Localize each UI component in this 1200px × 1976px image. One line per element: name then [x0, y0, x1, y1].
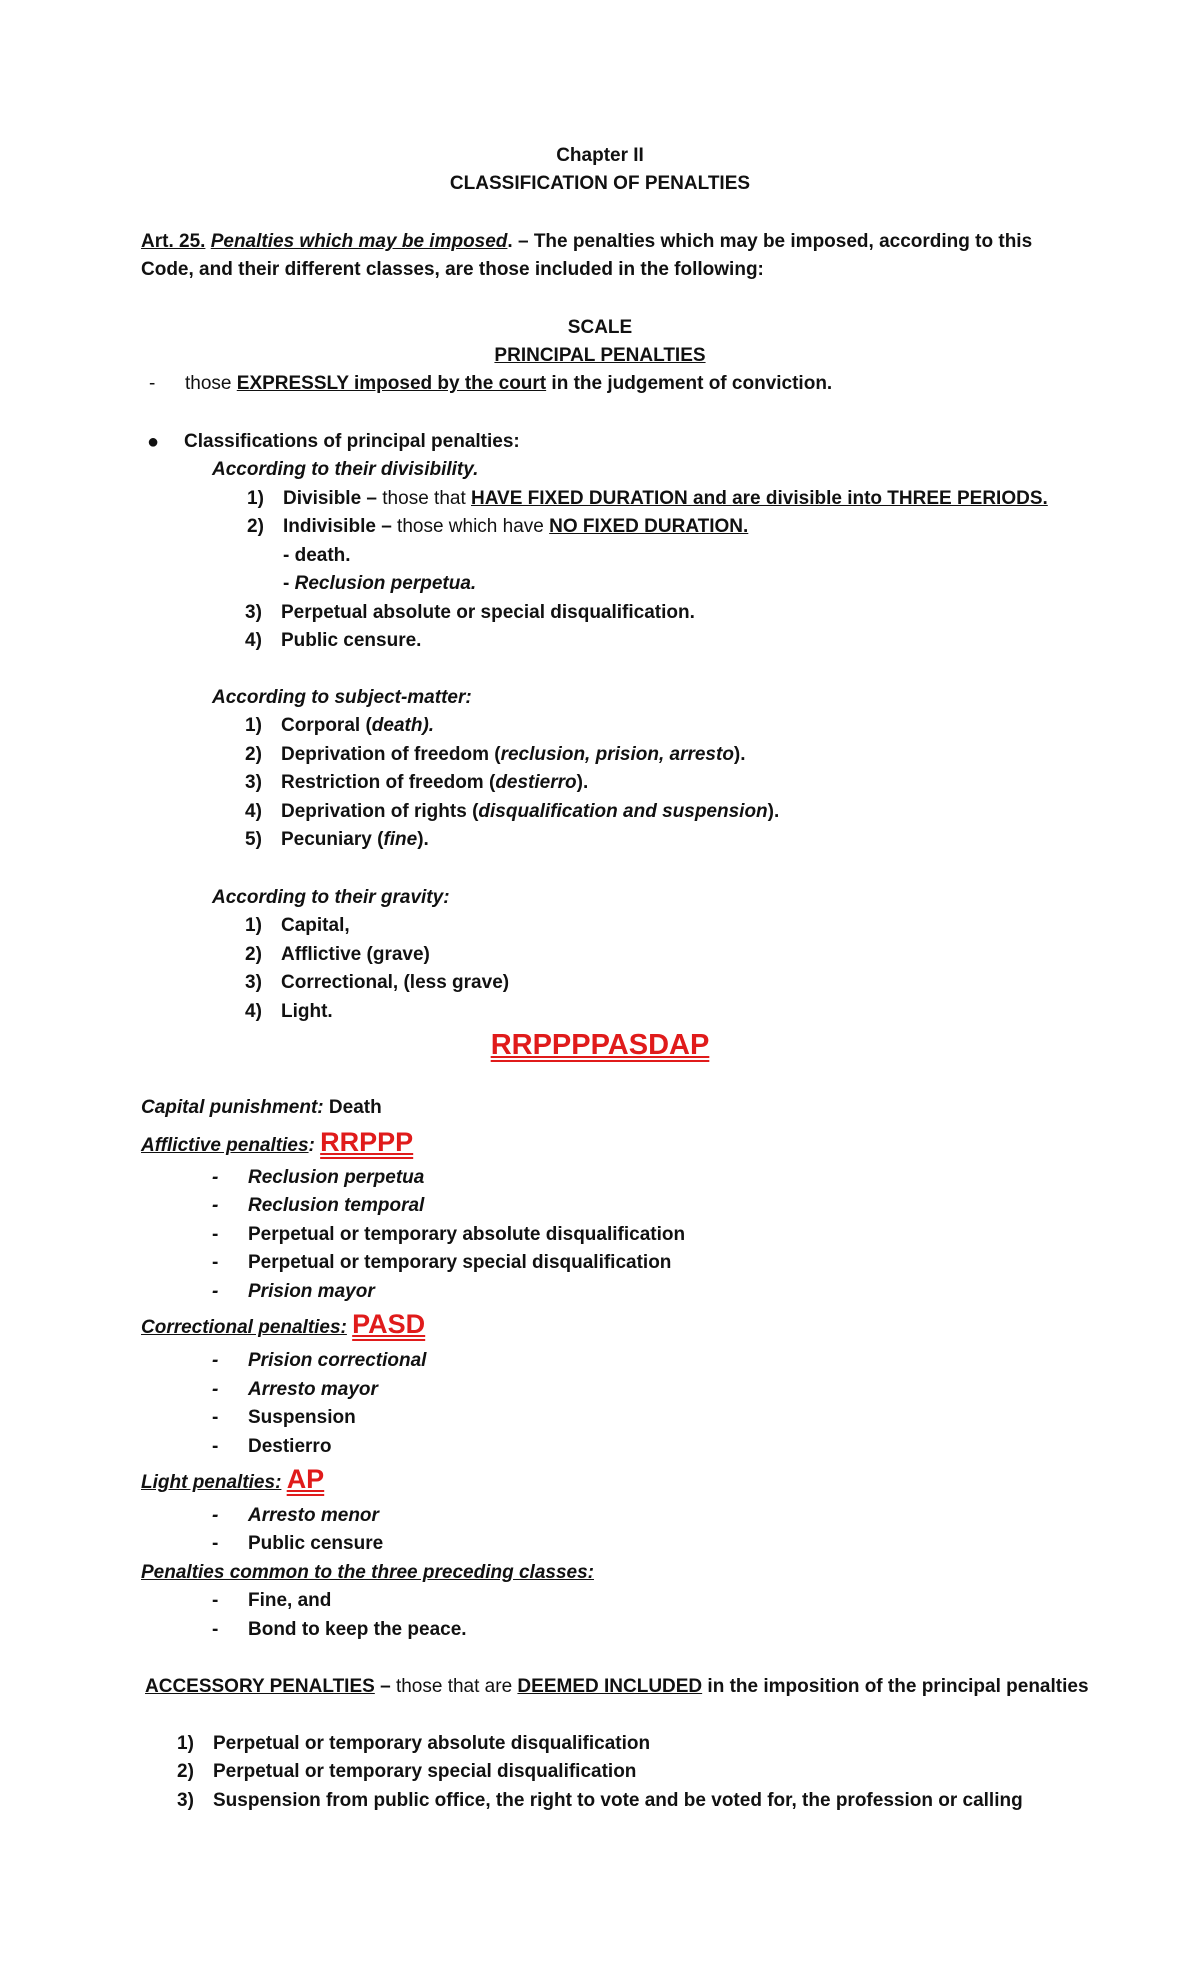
- mnemonic-main: RRPPPPASDAP: [490, 1029, 710, 1061]
- divisibility-item-2: 2) Indivisible – those which have NO FIXED DURATION.: [247, 516, 749, 537]
- gravity-item-3: 3) Correctional, (less grave): [245, 972, 510, 993]
- light-mnemonic: AP: [286, 1464, 325, 1494]
- common-heading: Penalties common to the three preceding classes:: [141, 1562, 594, 1583]
- divisibility-heading: According to their divisibility.: [212, 459, 479, 480]
- divisibility-item-4: 4) Public censure.: [245, 630, 422, 651]
- art25-text: The penalties which may be imposed, according to this: [533, 231, 1033, 252]
- art25-line2: Code, and their different classes, are those included in the following:: [141, 259, 764, 280]
- capital-punishment: Capital punishment: Death: [141, 1097, 382, 1118]
- light-item: - Arresto menor: [212, 1505, 379, 1526]
- document-page: Chapter II CLASSIFICATION OF PENALTIES Art. 25. Penalties which may be imposed. – The penalties which may be imposed, according to this Code, and their different classes, are those included in the following: SCALE PRINCIPAL PENALTIES - those EXPRESSLY imposed by the court in the judgement of conviction. ● Classifications of principal penalties: According to their divisibility. 1) Divisible – those that HAVE FIXED DURATION and are divisible into THREE PERIODS. 2) Indivisible – those which have NO FIXED DURATION. - death. - Reclusion perpetua. 3) Perpetual absolute or special disqualification. 4) Public censure. According to subject-matter: 1) Corporal (death). 2) Deprivation of freedom (reclusion, prision, arresto). 3) Restriction of freedom (destierro). 4) Deprivation of rights (disqualification and suspension). 5) Pecuniary (fine). According to their gravity: 1) Capital, 2) Afflictive (grave) 3) Correctional, (less grave) 4) Light. RRPPPPASDAP Capital punishment: Death Afflictive penalties: RRPPP - Reclusion perpetua - Reclusion temporal - Perpetual or temporary absolute disqualification - Perpetual or temporary special disqualification - Prision mayor Correctional penalties: PASD - Prision correctional - Arresto mayor - Suspension - Destierro Light penalties: AP - Arresto menor - Public censure Penalties common to the three preceding classes: - Fine, and - Bond to keep the peace. ACCESSORY PENALTIES – those that are DEEMED INCLUDED in the imposition of the principal penalties 1) Perpetual or temporary absolute disqualification 2) Perpetual or temporary special disqualification 3) Suspension from public office, the right to vote and be voted for, the profession or calling: [0, 0, 1200, 1976]
- subject-item-5: 5) Pecuniary (fine).: [245, 829, 429, 850]
- gravity-heading: According to their gravity:: [212, 887, 450, 908]
- gravity-item-4: 4) Light.: [245, 1001, 333, 1022]
- subject-item-4: 4) Deprivation of rights (disqualification and suspension).: [245, 801, 780, 822]
- indivisible-sub-reclusion: - Reclusion perpetua.: [283, 573, 477, 594]
- chapter-label: Chapter II: [556, 145, 644, 166]
- subject-heading: According to subject-matter:: [212, 687, 472, 708]
- afflictive-item: - Reclusion perpetua: [212, 1167, 425, 1188]
- art25-label: Art. 25.: [141, 231, 206, 252]
- gravity-item-1: 1) Capital,: [245, 915, 350, 936]
- chapter-title: CLASSIFICATION OF PENALTIES: [449, 173, 751, 194]
- accessory-item-1: 1) Perpetual or temporary absolute disqualification: [177, 1733, 651, 1754]
- art25-title: Penalties which may be imposed: [210, 231, 508, 252]
- principal-heading: PRINCIPAL PENALTIES: [494, 345, 706, 366]
- correctional-mnemonic: PASD: [352, 1309, 426, 1339]
- indivisible-sub-death: - death.: [283, 545, 351, 566]
- light-heading: Light penalties: AP: [141, 1464, 325, 1494]
- divisibility-item-1: 1) Divisible – those that HAVE FIXED DURATION and are divisible into THREE PERIODS.: [247, 488, 1048, 509]
- divisibility-item-3: 3) Perpetual absolute or special disqualification.: [245, 602, 695, 623]
- accessory-item-2: 2) Perpetual or temporary special disqualification: [177, 1761, 637, 1782]
- afflictive-item: - Perpetual or temporary special disqualification: [212, 1252, 672, 1273]
- subject-item-2: 2) Deprivation of freedom (reclusion, prision, arresto).: [245, 744, 746, 765]
- afflictive-heading: Afflictive penalties: RRPPP: [141, 1127, 414, 1157]
- gravity-item-2: 2) Afflictive (grave): [245, 944, 430, 965]
- correctional-item: - Destierro: [212, 1436, 332, 1457]
- subject-item-3: 3) Restriction of freedom (destierro).: [245, 772, 589, 793]
- accessory-heading: ACCESSORY PENALTIES – those that are DEEMED INCLUDED in the imposition of the principal penalties: [145, 1676, 1089, 1697]
- subject-item-1: 1) Corporal (death).: [245, 715, 435, 736]
- correctional-item: - Suspension: [212, 1407, 356, 1428]
- expressly-emphasis: EXPRESSLY imposed by the court: [236, 373, 547, 394]
- common-item: - Bond to keep the peace.: [212, 1619, 467, 1640]
- bullet-icon: ●: [147, 431, 160, 453]
- correctional-item: - Prision correctional: [212, 1350, 427, 1371]
- light-item: - Public censure: [212, 1533, 384, 1554]
- correctional-item: - Arresto mayor: [212, 1379, 378, 1400]
- afflictive-item: - Perpetual or temporary absolute disqualification: [212, 1224, 686, 1245]
- correctional-heading: Correctional penalties: PASD: [141, 1309, 426, 1339]
- accessory-item-3: 3) Suspension from public office, the right to vote and be voted for, the profession or calling: [177, 1790, 1023, 1811]
- afflictive-item: - Prision mayor: [212, 1281, 375, 1302]
- afflictive-item: - Reclusion temporal: [212, 1195, 425, 1216]
- scale-heading: SCALE: [567, 317, 633, 338]
- principal-definition: - those EXPRESSLY imposed by the court in the judgement of conviction.: [149, 373, 833, 394]
- common-item: - Fine, and: [212, 1590, 332, 1611]
- afflictive-mnemonic: RRPPP: [320, 1127, 414, 1157]
- art25-line1: Art. 25. Penalties which may be imposed. – The penalties which may be imposed, according to this: [141, 231, 1033, 252]
